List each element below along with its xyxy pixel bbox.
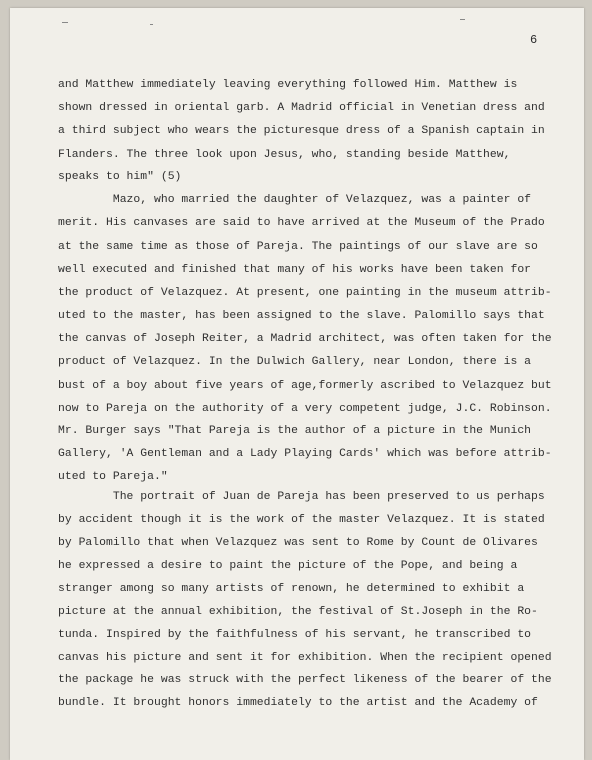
page-number: 6	[530, 33, 538, 47]
text-line: shown dressed in oriental garb. A Madrid official in Venetian dress and	[58, 102, 545, 114]
text-line: the canvas of Joseph Reiter, a Madrid architect, was often taken for the	[58, 333, 552, 345]
text-line: picture at the annual exhibition, the festival of St.Joseph in the Ro-	[58, 606, 538, 618]
text-line: uted to Pareja."	[58, 471, 168, 483]
text-line: well executed and finished that many of his works have been taken for	[58, 264, 532, 276]
text-line: bust of a boy about five years of age,formerly ascribed to Velazquez but	[58, 380, 552, 392]
text-line: he expressed a desire to paint the picture of the Pope, and being a	[58, 560, 518, 572]
text-line: the product of Velazquez. At present, one painting in the museum attrib-	[58, 287, 552, 299]
text-line: Flanders. The three look upon Jesus, who, standing beside Matthew,	[58, 149, 511, 161]
text-line: Mazo, who married the daughter of Velazquez, was a painter of	[58, 194, 532, 206]
text-line: merit. His canvases are said to have arrived at the Museum of the Prado	[58, 217, 545, 229]
text-line: canvas his picture and sent it for exhibition. When the recipient opened	[58, 652, 552, 664]
text-line: speaks to him" (5)	[58, 171, 182, 183]
text-line: Mr. Burger says "That Pareja is the author of a picture in the Munich	[58, 425, 532, 437]
paper-mark	[62, 22, 68, 23]
text-line: stranger among so many artists of renown, he determined to exhibit a	[58, 583, 525, 595]
text-line: product of Velazquez. In the Dulwich Gallery, near London, there is a	[58, 356, 532, 368]
text-line: at the same time as those of Pareja. The paintings of our slave are so	[58, 241, 538, 253]
text-line: tunda. Inspired by the faithfulness of his servant, he transcribed to	[58, 629, 532, 641]
text-line: by accident though it is the work of the master Velazquez. It is stated	[58, 514, 545, 526]
text-line: and Matthew immediately leaving everything followed Him. Matthew is	[58, 79, 518, 91]
text-line: bundle. It brought honors immediately to the artist and the Academy of	[58, 697, 538, 709]
text-line: Gallery, 'A Gentleman and a Lady Playing Cards' which was before attrib-	[58, 448, 552, 460]
text-line: the package he was struck with the perfect likeness of the bearer of the	[58, 674, 552, 686]
paper-mark	[460, 19, 465, 20]
text-line: now to Pareja on the authority of a very competent judge, J.C. Robinson.	[58, 403, 552, 415]
text-line: by Palomillo that when Velazquez was sent to Rome by Count de Olivares	[58, 537, 538, 549]
text-line: uted to the master, has been assigned to the slave. Palomillo says that	[58, 310, 545, 322]
text-line: The portrait of Juan de Pareja has been preserved to us perhaps	[58, 491, 545, 503]
paper-mark	[150, 24, 153, 25]
text-line: a third subject who wears the picturesque dress of a Spanish captain in	[58, 125, 545, 137]
